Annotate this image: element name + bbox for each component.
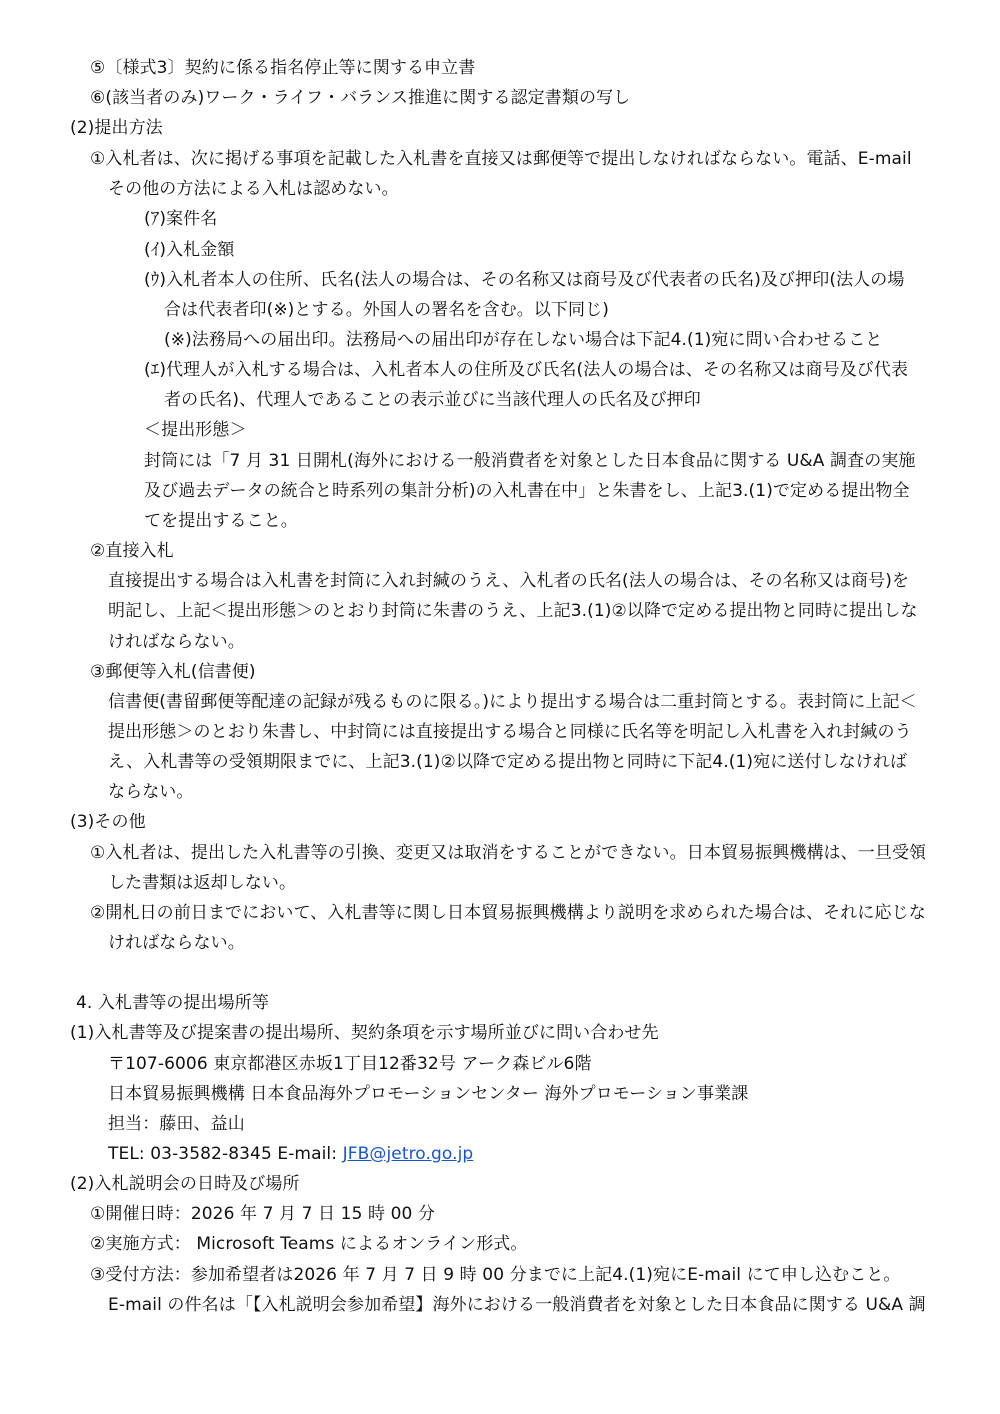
- submission-form-heading: ＜提出形態＞: [144, 420, 247, 440]
- briefing-registration-line1: ③受付方法：参加希望者は2026 年 7 月 7 日 9 時 00 分までに上記4.(1)宛にE-mail にて申し込むこと。: [90, 1265, 901, 1285]
- email-link[interactable]: JFB@jetro.go.jp: [342, 1144, 474, 1164]
- method-item-u-line2: 合は代表者印(※)とする。外国人の署名を含む。以下同じ): [164, 300, 609, 320]
- direct-bid-line3: ければならない。: [108, 632, 245, 652]
- briefing-registration-line2: E-mail の件名は「【入札説明会参加希望】海外における一般消費者を対象とした日本食品に関する U&A 調: [108, 1295, 926, 1315]
- briefing-date: ①開催日時：2026 年 7 月 7 日 15 時 00 分: [90, 1204, 436, 1224]
- submission-form-line3: てを提出すること。: [144, 511, 298, 531]
- method-item-e-line1: (ｴ)代理人が入札する場合は、入札者本人の住所及び氏名(法人の場合は、その名称又は商号及び代表: [144, 360, 909, 380]
- direct-bid-line2: 明記し、上記＜提出形態＞のとおり封筒に朱書のうえ、上記3.(1)②以降で定める提出物と同時に提出しな: [108, 601, 918, 621]
- briefing-format: ②実施方式： Microsoft Teams によるオンライン形式。: [90, 1234, 528, 1254]
- contact-tel-email: [108, 1139, 473, 1169]
- tel-text: TEL: 03-3582-8345 E-mail:: [108, 1144, 343, 1164]
- method-item-e-line2: 者の氏名)、代理人であることの表示並びに当該代理人の氏名及び押印: [164, 390, 701, 410]
- briefing-heading: (2)入札説明会の日時及び場所: [70, 1174, 300, 1194]
- mail-bid-line2: 提出形態＞のとおり朱書し、中封筒には直接提出する場合と同様に氏名等を明記し入札書を入れ封緘のう: [108, 722, 912, 742]
- item-5-declaration: ⑤〔様式3〕契約に係る指名停止等に関する申立書: [90, 58, 476, 78]
- submission-place-heading: (1)入札書等及び提案書の提出場所、契約条項を示す場所並びに問い合わせ先: [70, 1023, 659, 1043]
- submission-form-line2: 及び過去データの統合と時系列の集計分析)の入札書在中」と朱書をし、上記3.(1)で定める提出物全: [144, 481, 910, 501]
- mail-bid-line4: ならない。: [108, 782, 194, 802]
- submission-form-line1: 封筒には「7 月 31 日開札(海外における一般消費者を対象とした日本食品に関する U&A 調査の実施: [144, 451, 916, 471]
- method-item-a: (ｱ)案件名: [144, 209, 218, 229]
- other-item2-line2: ければならない。: [108, 933, 245, 953]
- other-item2-line1: ②開札日の前日までにおいて、入札書等に関し日本貿易振興機構より説明を求められた場合は、それに応じな: [90, 903, 926, 923]
- method-item-u-note: (※)法務局への届出印。法務局への届出印が存在しない場合は下記4.(1)宛に問い合わせること: [164, 330, 883, 350]
- mail-bid-line1: 信書便(書留郵便等配達の記録が残るものに限る。)により提出する場合は二重封筒とする。表封筒に上記＜: [108, 692, 917, 712]
- mail-bid-line3: え、入札書等の受領期限までに、上記3.(1)②以降で定める提出物と同時に下記4.(1)宛に送付しなければ: [108, 752, 908, 772]
- method-p1-line2: その他の方法による入札は認めない。: [108, 179, 399, 199]
- other-item1-line1: ①入札者は、提出した入札書等の引換、変更又は取消をすることができない。日本貿易振興機構は、一旦受領: [90, 843, 927, 863]
- office-address: 〒107-6006 東京都港区赤坂1丁目12番32号 アーク森ビル6階: [108, 1054, 592, 1074]
- direct-bid-line1: 直接提出する場合は入札書を封筒に入れ封緘のうえ、入札者の氏名(法人の場合は、その名称又は商号)を: [108, 571, 910, 591]
- section4-title: 4. 入札書等の提出場所等: [76, 993, 269, 1013]
- direct-bid-heading: ②直接入札: [90, 541, 174, 561]
- other-item1-line2: した書類は返却しない。: [108, 873, 297, 893]
- item-6-certification: ⑥(該当者のみ)ワーク・ライフ・バランス推進に関する認定書類の写し: [90, 88, 631, 108]
- submission-method-heading: (2)提出方法: [70, 118, 163, 138]
- other-heading: (3)その他: [70, 812, 146, 832]
- mail-bid-heading: ③郵便等入札(信書便): [90, 662, 256, 682]
- method-item-i: (ｲ)入札金額: [144, 240, 235, 260]
- office-organization: 日本貿易振興機構 日本食品海外プロモーションセンター 海外プロモーション事業課: [108, 1084, 749, 1104]
- contact-persons: 担当：藤田、益山: [108, 1114, 245, 1134]
- method-item-u-line1: (ｳ)入札者本人の住所、氏名(法人の場合は、その名称又は商号及び代表者の氏名)及び押印(法人の場: [144, 270, 905, 290]
- method-p1-line1: ①入札者は、次に掲げる事項を記載した入札書を直接又は郵便等で提出しなければならない。電話、E-mail: [90, 149, 912, 169]
